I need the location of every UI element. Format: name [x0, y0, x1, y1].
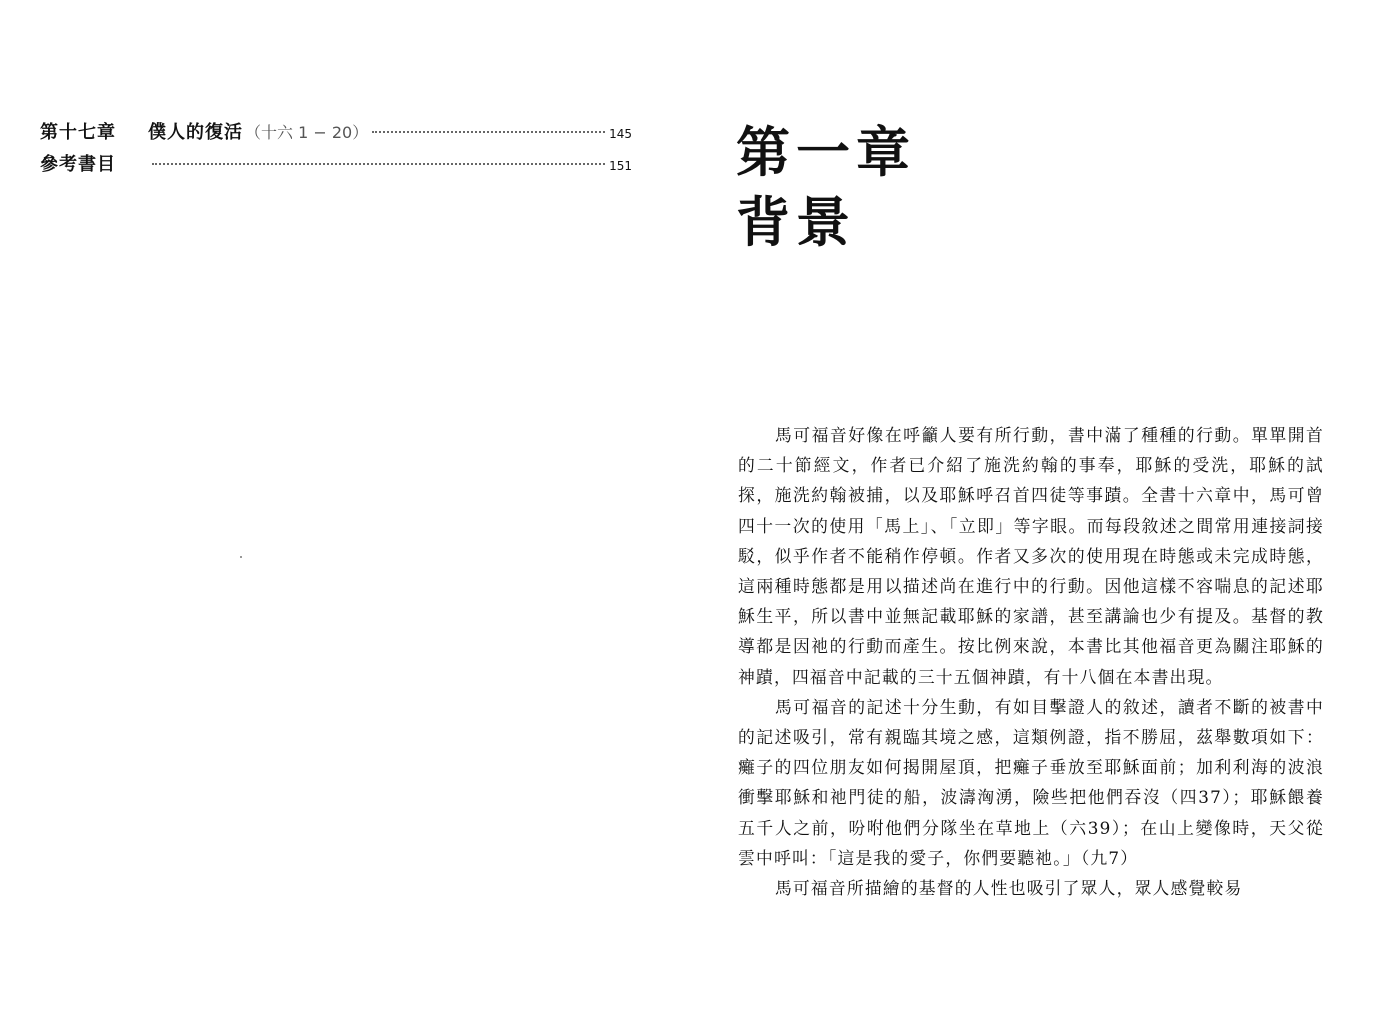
toc-entry-reference: （十六 1 − 20）: [245, 123, 369, 142]
toc-chapter-label: 參考書目: [40, 154, 116, 175]
toc-leader-dots: [152, 163, 605, 165]
body-paragraph: 馬可福音好像在呼籲人要有所行動，書中滿了種種的行動。單單開首的二十節經文，作者已介紹了施洗約翰的事奉，耶穌的受洗，耶穌的試探，施洗約翰被捕，以及耶穌呼召首四徒等事蹟。全書十六章中，馬可曾四十一次的使用「馬上」、「立即」等字眼。而每段敘述之間常用連接詞接駁，似乎作者不能稍作停頓。作者又多次的使用現在時態或未完成時態，這兩種時態都是用以描述尚在進行中的行動。因他這樣不容喘息的記述耶穌生平，所以書中並無記載耶穌的家譜，甚至講論也少有提及。基督的教導都是因祂的行動而產生。按比例來說，本書比其他福音更為關注耶穌的神蹟，四福音中記載的三十五個神蹟，有十八個在本書出現。: [738, 425, 1324, 687]
toc-leader-dots: [372, 131, 605, 133]
toc-page-number: 145: [609, 127, 632, 141]
toc-page-number: 151: [609, 159, 632, 173]
toc-entry: [40, 118, 632, 150]
chapter-title: 背景: [736, 191, 856, 254]
chapter-heading: [736, 118, 916, 258]
body-paragraph: 馬可福音所描繪的基督的人性也吸引了眾人，眾人感覺較易: [774, 878, 1243, 899]
scan-speck: [240, 556, 242, 558]
toc-chapter-label: 第十七章: [40, 122, 116, 143]
chapter-body: [738, 420, 1324, 903]
toc-entry: [40, 150, 632, 182]
body-paragraph: 馬可福音的記述十分生動，有如目擊證人的敘述，讀者不斷的被書中的記述吸引，常有親臨其境之感，這類例證，指不勝屈，茲舉數項如下：癱子的四位朋友如何揭開屋頂，把癱子垂放至耶穌面前；加利利海的波浪衝擊耶穌和祂門徒的船，波濤洶湧，險些把他們吞沒（四37）；耶穌餵養五千人之前，吩咐他們分隊坐在草地上（六39）；在山上變像時，天父從雲中呼叫：「這是我的愛子，你們要聽祂。」（九7）: [738, 696, 1324, 868]
chapter-number: 第一章: [736, 121, 916, 184]
table-of-contents: [40, 118, 632, 182]
toc-entry-title: 僕人的復活: [148, 122, 243, 143]
